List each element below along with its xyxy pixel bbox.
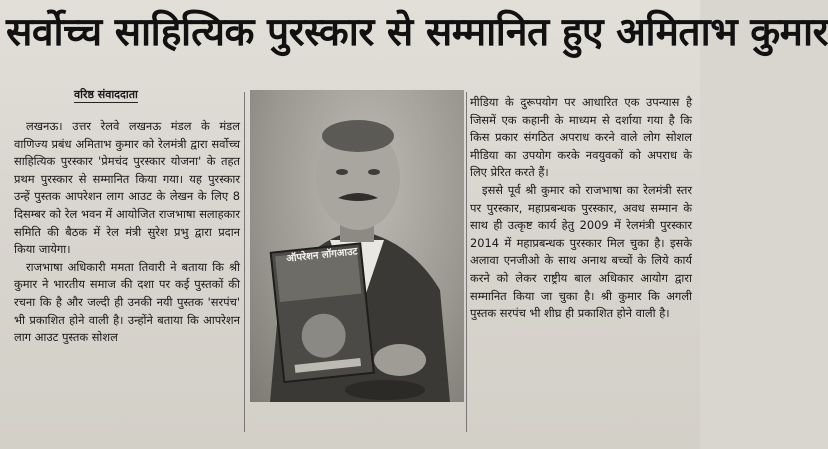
article-column-left [14,118,240,436]
column-divider [466,92,467,432]
article-paragraph: मीडिया के दुरूपयोग पर आधारित एक उपन्यास है जिसमें एक कहानी के माध्यम से दर्शाया गया है कि किस प्रकार संगठित अपराध करने वाले लोग सोशल मीडिया का उपयोग करके नवयुवकों को अपराध के लिए प्रेरित करते हैं। [470,95,692,180]
article-paragraph: लखनऊ। उत्तर रेलवे लखनऊ मंडल के मंडल वाणिज्य प्रबंध अमिताभ कुमार को रेलमंत्री द्वारा सर्वोच्च साहित्यिक पुरस्कार 'प्रेमचंद पुरस्कार योजना' के तहत प्रथम पुरस्कार से सम्मानित किया गया। यह पुरस्कार उन्हें पुस्तक आपरेशन लाग आउट के लेखन के लिए 8 दिसम्बर को रेल भवन में आयोजित राजभाषा सलाहकार समिति की बैठक में रेल मंत्री सुरेश प्रभु द्वारा प्रदान किया जायेगा। [14,119,240,257]
article-photo [250,90,464,402]
article-paragraph: राजभाषा अधिकारी ममता तिवारी ने बताया कि श्री कुमार ने भारतीय समाज की दशा पर कई पुस्तकों की रचना कि है और जल्दी ही उनकी नयी पुस्तक 'सरपंच' भी प्रकाशित होने वाली है। उन्होंने बताया कि आपरेशन लाग आउट पुस्तक सोशल [14,259,240,345]
article-column-right [470,94,692,438]
book-title: ऑपरेशन लॉगआउट [285,246,359,265]
article-headline: सर्वोच्च साहित्यिक पुरस्कार से सम्मानित हुए अमिताभ कुमार [6,10,828,55]
article-byline: वरिष्ठ संवाददाता [74,88,138,101]
article-paragraph: इससे पूर्व श्री कुमार को राजभाषा का रेलमंत्री स्तर पर पुरस्कार, महाप्रबन्धक पुरस्कार, अवध सम्मान के साथ ही उत्कृष्ट कार्य हेतु 2009 में रेलमंत्री पुरस्कार 2014 में महाप्रबन्धक पुरस्कार मिल चुका है। इसके अलावा एनजीओ के साथ अनाथ बच्चों के लिये कार्य करने को लेकर राष्ट्रीय बाल अधिकार आयोग द्वारा सम्मानित किया जा चुका है। श्री कुमार कि अगली पुस्तक सरपंच भी शीघ्र ही प्रकाशित होने वाली है। [470,182,692,321]
column-divider [244,92,245,432]
